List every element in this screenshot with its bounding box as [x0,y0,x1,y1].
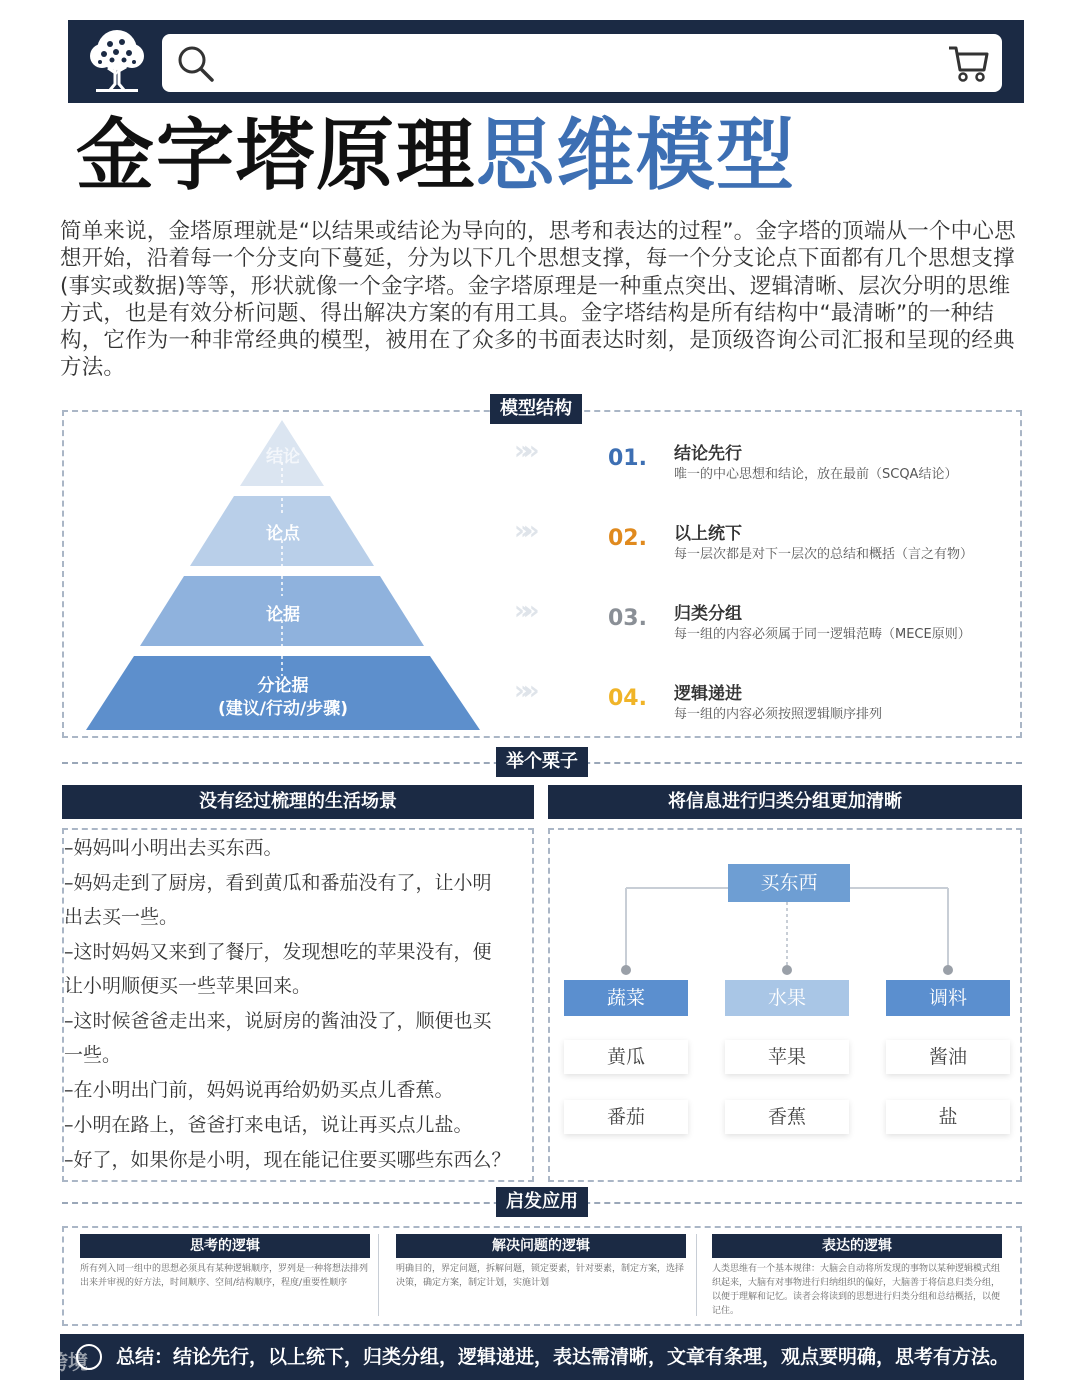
tree-leaf: 酱油 [886,1040,1010,1074]
story-line: –好了，如果你是小明，现在能记住要买哪些东西么？ [64,1149,511,1171]
app-card-text-thinking: 所有列入同一组中的思想必须具有某种逻辑顺序，罗列是一种将想法排列出来并审视的好方法，时间顺序、空间/结构顺序，程度/重要性顺序 [80,1264,369,1288]
divider [696,1234,697,1316]
point-title-3: 归类分组 [674,604,742,624]
app-card-title-problem: 解决问题的逻辑 [396,1234,686,1258]
title-part2: 思维模型 [476,111,797,201]
point-number-1: 01. [608,446,647,471]
app-card-text-expression: 人类思维有一个基本规律：大脑会自动将所发现的事物以某种逻辑模式组织起来，大脑有对事物进行归纳组织的偏好，大脑善于将信息归类分组，以便于理解和记忆。读者会将读到的思想进行归类分组和总结概括，以便记住。 [712,1264,1001,1316]
point-number-3: 03. [608,606,647,631]
tree-leaf: 黄瓜 [564,1040,688,1074]
connector-dot [943,965,953,975]
pyramid-level3-label: 论据 [266,605,300,625]
summary-bar [60,1334,1024,1380]
point-desc-4: 每一组的内容必须按照逻辑顺序排列 [674,707,883,722]
summary-text: 总结：结论先行，以上统下，归类分组，逻辑递进，表达需清晰，文章有条理，观点要明确，思考有方法。 [116,1346,1010,1368]
search-icon[interactable] [176,44,216,84]
tree-category-seasonings: 调料 [886,980,1010,1016]
point-number-4: 04. [608,686,647,711]
point-desc-1: 唯一的中心思想和结论，放在最前（SCQA结论） [674,467,958,482]
story-line: –这时妈妈又来到了餐厅，发现想吃的苹果没有，便 [64,941,492,963]
pyramid-level4-label: 分论据 [257,676,309,696]
header-bar [68,20,1024,103]
connector-dot [621,965,631,975]
arrow-icon: »» [514,516,532,546]
pyramid-level1-label: 结论 [266,447,300,467]
tree-leaf: 香蕉 [725,1100,849,1134]
section-label-application: 启发应用 [496,1187,588,1217]
page-title [76,108,796,204]
arrow-icon: »» [514,596,532,626]
point-title-1: 结论先行 [674,444,742,464]
story-line: 出去买一些。 [64,906,179,928]
point-title-4: 逻辑递进 [674,684,742,704]
story-line: –妈妈走到了厨房，看到黄瓜和番茄没有了，让小明 [64,872,492,894]
intro-paragraph: 简单来说，金塔原理就是“以结果或结论为导向的，思考和表达的过程”。金字塔的顶端从一个中心思想开始，沿着每一个分支向下蔓延，分为以下几个思想支撑，每一个分支论点下面都有几个思想支撑(事实或数据)等等，形状就像一个金字塔。金字塔原理是一种重点突出、逻辑清晰、层次分明的思维方式，也是有效分析问题、得出解决方案的有用工具。金字塔结构是所有结构中“最清晰”的一种结构，它作为一种非常经典的模型，被用在了众多的书面表达时刻，是顶级咨询公司汇报和呈现的经典方法。 [60,219,1016,381]
point-title-2: 以上统下 [674,524,742,544]
divider [378,1234,379,1316]
story-header: 没有经过梳理的生活场景 [62,785,534,819]
tree-leaf: 盐 [886,1100,1010,1134]
point-desc-3: 每一组的内容必须属于同一逻辑范畴（MECE原则） [674,627,971,642]
story-line: –妈妈叫小明出去买东西。 [64,837,283,859]
point-desc-2: 每一层次都是对下一层次的总结和概括（言之有物） [674,547,974,562]
tree-header: 将信息进行归类分组更加清晰 [548,785,1022,819]
tree-leaf: 番茄 [564,1100,688,1134]
story-line: 让小明顺便买一些苹果回来。 [64,975,312,997]
story-line: 一些。 [64,1044,122,1066]
app-card-title-expression: 表达的逻辑 [712,1234,1002,1258]
title-part1: 金字塔原理 [76,111,477,201]
story-line: –这时候爸爸走出来，说厨房的酱油没了，顺便也买 [64,1010,492,1032]
watermark: 大鼓跨境 [8,1350,88,1374]
pyramid-level4-sublabel: (建议/行动/步骤) [218,699,348,719]
tree-category-fruits: 水果 [725,980,849,1016]
story-line: –小明在路上，爸爸打来电话，说让再买点儿盐。 [64,1114,473,1136]
tree-root-node: 买东西 [728,864,850,902]
arrow-icon: »» [514,676,532,706]
app-card-title-thinking: 思考的逻辑 [80,1234,370,1258]
story-line: –在小明出门前，妈妈说再给奶奶买点儿香蕉。 [64,1079,454,1101]
cart-icon[interactable] [946,42,990,84]
point-number-2: 02. [608,526,647,551]
app-card-text-problem: 明确目的，界定问题，拆解问题，锁定要素，针对要素，制定方案，选择决策，确定方案，制定计划，实施计划 [396,1264,685,1288]
connector-dot [782,965,792,975]
tree-logo-icon [82,26,152,96]
search-input[interactable] [162,34,1002,92]
arrow-icon: »» [514,436,532,466]
section-label-example: 举个栗子 [496,747,588,777]
tree-category-vegetables: 蔬菜 [564,980,688,1016]
section-label-model: 模型结构 [490,394,582,424]
pyramid-level2-label: 论点 [266,524,300,544]
tree-leaf: 苹果 [725,1040,849,1074]
